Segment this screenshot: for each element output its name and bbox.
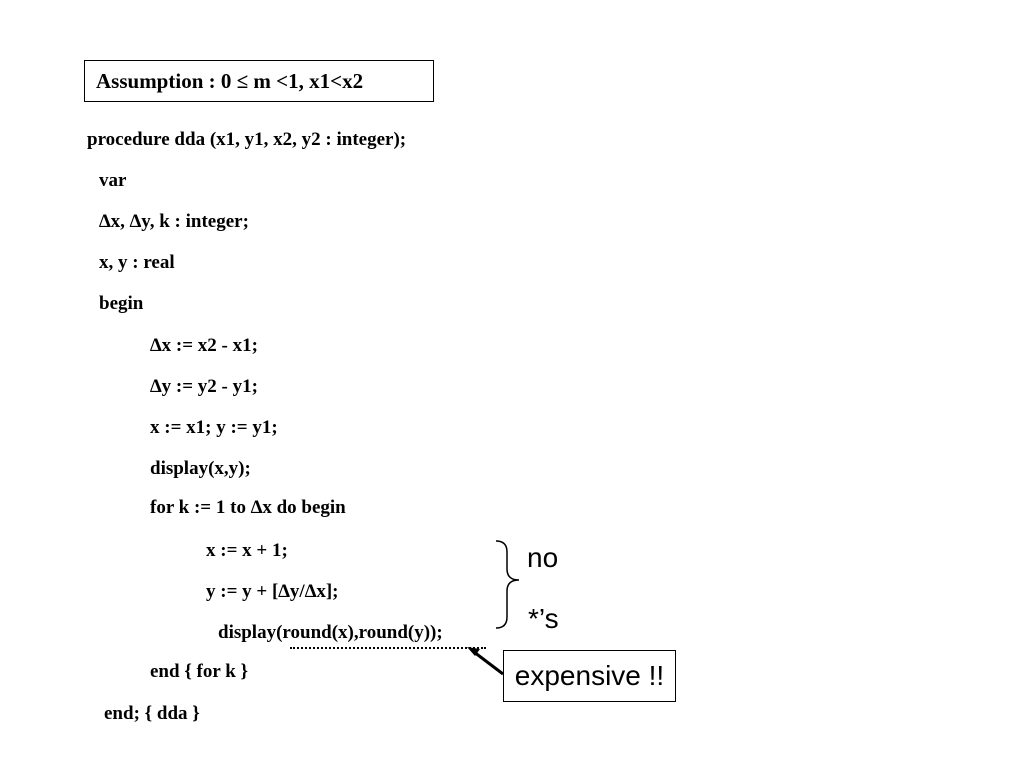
code-line-var: var	[99, 170, 127, 191]
assumption-text: Assumption : 0 ≤ m <1, x1<x2	[96, 69, 364, 93]
code-line-x-increment: x := x + 1;	[206, 540, 288, 561]
code-line-init-xy: x := x1; y := y1;	[150, 417, 278, 438]
code-line-begin: begin	[99, 293, 144, 314]
code-line-end-for: end { for k }	[150, 661, 249, 682]
expensive-box	[503, 650, 676, 702]
code-line-var-real: x, y : real	[99, 252, 175, 273]
code-line-for: for k := 1 to ∆x do begin	[150, 497, 346, 518]
code-line-display-round: display(round(x),round(y));	[218, 622, 443, 643]
arrow-line	[474, 652, 503, 674]
code-line-var-integer: ∆x, ∆y, k : integer;	[99, 211, 249, 232]
note-multiplications: *’s	[528, 603, 559, 634]
code-line-dy: ∆y := y2 - y1;	[150, 376, 258, 397]
curly-brace	[496, 541, 519, 628]
code-line-procedure: procedure dda (x1, y1, x2, y2 : integer);	[87, 129, 407, 150]
code-line-dx: ∆x := x2 - x1;	[150, 335, 258, 356]
code-line-y-increment: y := y + [∆y/∆x];	[206, 581, 339, 602]
expensive-label: expensive !!	[514, 660, 665, 691]
code-line-display: display(x,y);	[150, 458, 251, 479]
note-no: no	[527, 542, 559, 573]
code-line-end-dda: end; { dda }	[104, 703, 200, 724]
